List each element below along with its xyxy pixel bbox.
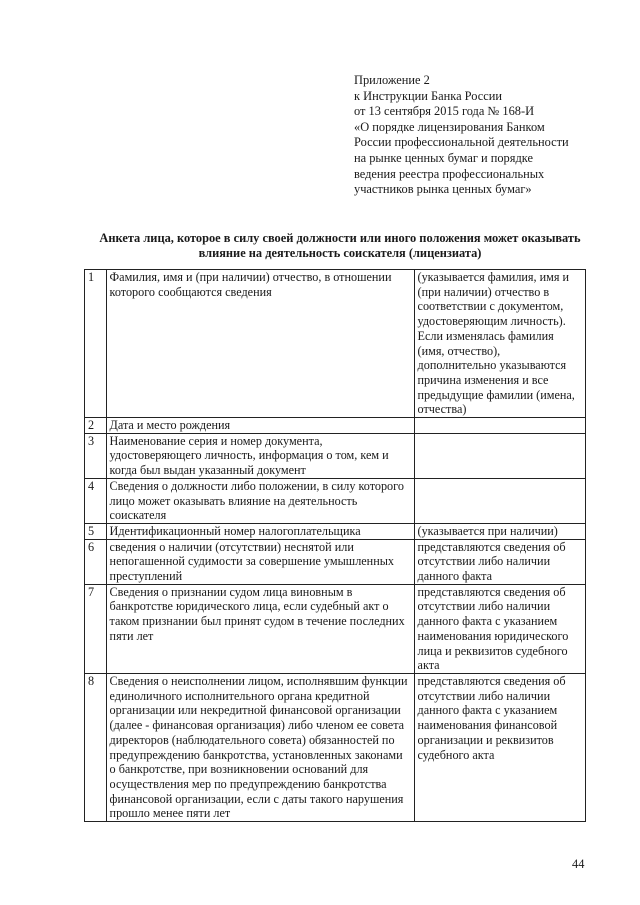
row-description: Сведения о должности либо положении, в силу которого лицо может оказывать влияние на деятельность соискателя bbox=[106, 478, 414, 523]
row-description: Сведения о неисполнении лицом, исполнявшим функции единоличного исполнительного органа кредитной организации или некредитной финансовой организации (далее - финансовая организация) либо членом ее совета директоров (наблюдательного совета) обязанностей по предупреждению банкротства, установленных законами о банкротстве, при возникновении оснований для осуществления мер по предупреждению банкротства финансовой организации, если с даты такого нарушения прошло менее пяти лет bbox=[106, 673, 414, 821]
appendix-line: Приложение 2 bbox=[354, 73, 430, 87]
table-row bbox=[85, 433, 586, 478]
row-number: 6 bbox=[85, 539, 107, 584]
row-description: Сведения о признании судом лица виновным в банкротстве юридического лица, если судебный акт о таком признании был принят судом в течение последних пяти лет bbox=[106, 584, 414, 673]
appendix-line: России профессиональной деятельности bbox=[354, 135, 569, 150]
table-row bbox=[85, 539, 586, 584]
row-note bbox=[414, 478, 585, 523]
row-description: Фамилия, имя и (при наличии) отчество, в отношении которого сообщаются сведения bbox=[106, 270, 414, 418]
table-row bbox=[85, 523, 586, 539]
row-number: 5 bbox=[85, 523, 107, 539]
row-number: 1 bbox=[85, 270, 107, 418]
appendix-line: к Инструкции Банка России bbox=[354, 88, 503, 103]
row-note: (указывается фамилия, имя и (при наличии) отчество в соответствии с документом, удостоверяющим личность). Если изменялась фамилия (имя, отчество), дополнительно указываются причина изменения и все предыдущие фамилии (имена, отчества) bbox=[414, 270, 585, 418]
document-title-line-2: влияние на деятельность соискателя (лицензиата) bbox=[198, 246, 482, 261]
row-number: 7 bbox=[85, 584, 107, 673]
row-note: представляются сведения об отсутствии либо наличии данного факта bbox=[414, 539, 585, 584]
appendix-header bbox=[354, 73, 624, 198]
page-number: 44 bbox=[572, 857, 585, 871]
appendix-line: участников рынка ценных бумаг» bbox=[354, 182, 532, 197]
document-title bbox=[60, 231, 620, 261]
document-title-line-1: Анкета лица, которое в силу своей должности или иного положения может оказывать bbox=[99, 231, 581, 245]
row-note: представляются сведения об отсутствии либо наличии данного факта с указанием наименования юридического лица и реквизитов судебного акта bbox=[414, 584, 585, 673]
row-note: (указывается при наличии) bbox=[414, 523, 585, 539]
row-note: представляются сведения об отсутствии либо наличии данного факта с указанием наименования финансовой организации и реквизитов судебного акта bbox=[414, 673, 585, 821]
row-description: Наименование серия и номер документа, удостоверяющего личность, информация о том, кем и когда был выдан указанный документ bbox=[106, 433, 414, 478]
row-number: 8 bbox=[85, 673, 107, 821]
row-description: сведения о наличии (отсутствии) неснятой или непогашенной судимости за совершение умышленных преступлений bbox=[106, 539, 414, 584]
appendix-line: от 13 сентября 2015 года № 168-И bbox=[354, 104, 535, 119]
row-note bbox=[414, 418, 585, 434]
table-row bbox=[85, 270, 586, 418]
questionnaire-table bbox=[84, 269, 586, 822]
table-row bbox=[85, 584, 586, 673]
table-row bbox=[85, 673, 586, 821]
row-number: 4 bbox=[85, 478, 107, 523]
row-note bbox=[414, 433, 585, 478]
appendix-line: ведения реестра профессиональных bbox=[354, 166, 545, 181]
table-row bbox=[85, 478, 586, 523]
appendix-line: «О порядке лицензирования Банком bbox=[354, 119, 545, 134]
appendix-line: на рынке ценных бумаг и порядке bbox=[354, 150, 533, 165]
row-number: 2 bbox=[85, 418, 107, 434]
row-description: Дата и место рождения bbox=[106, 418, 414, 434]
table-row bbox=[85, 418, 586, 434]
row-description: Идентификационный номер налогоплательщика bbox=[106, 523, 414, 539]
row-number: 3 bbox=[85, 433, 107, 478]
